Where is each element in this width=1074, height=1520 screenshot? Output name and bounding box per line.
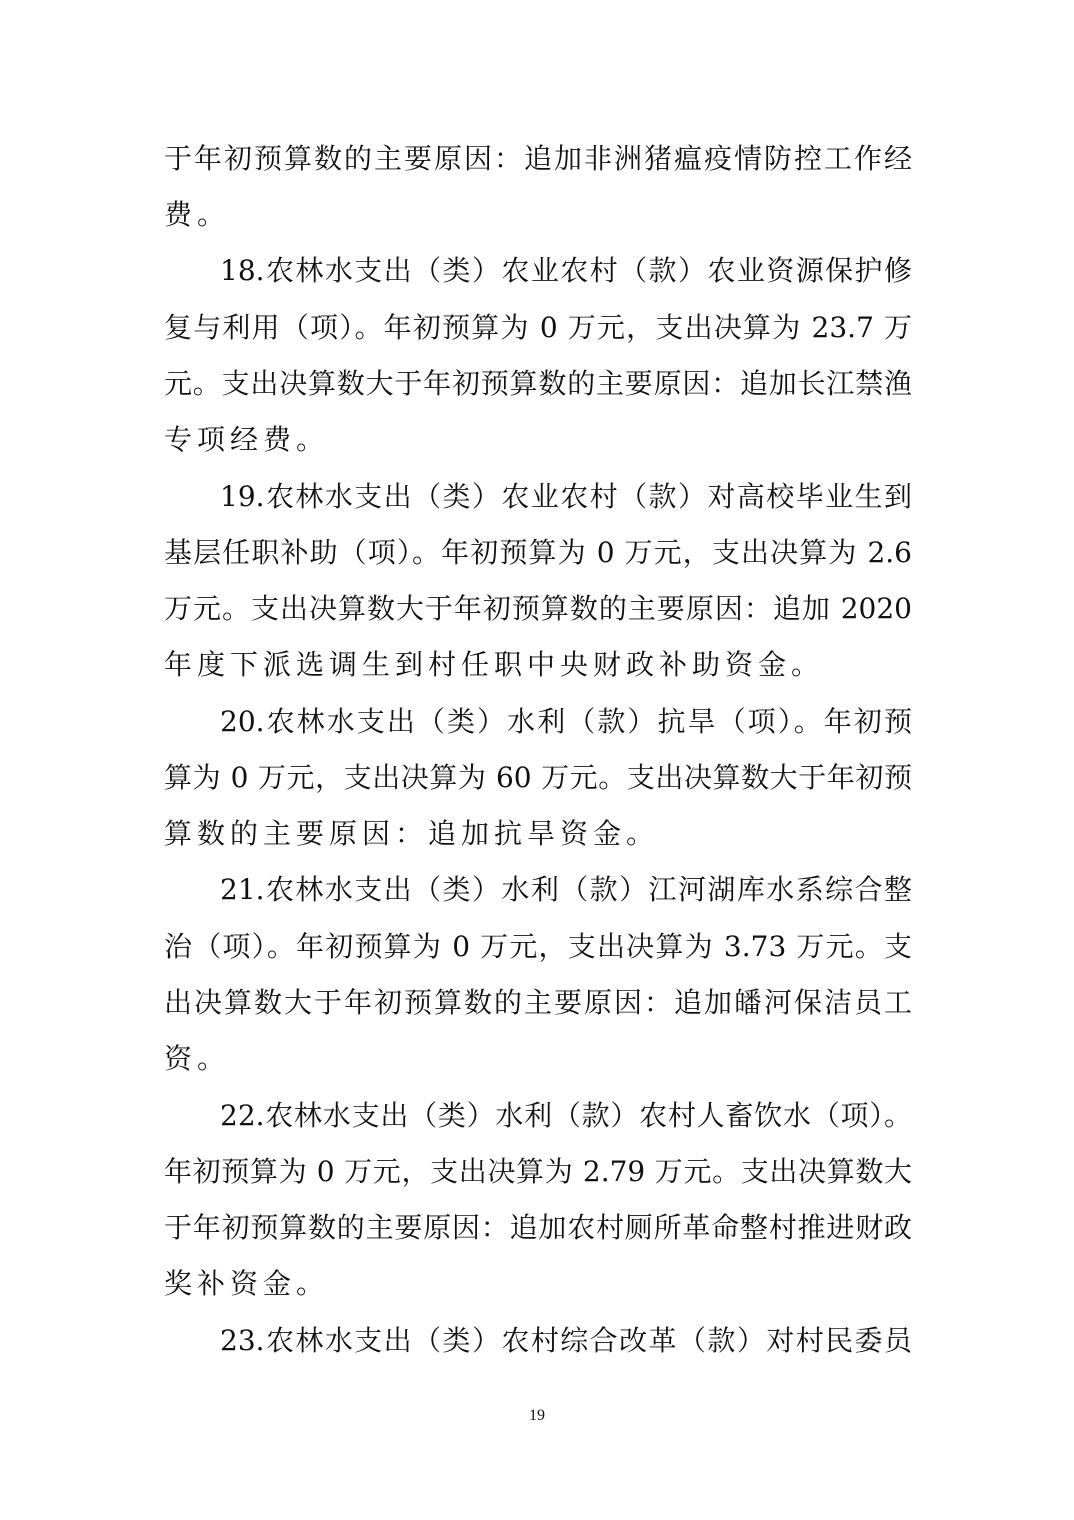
body-text-line: 治（项）。年初预算为 0 万元，支出决算为 3.73 万元。支: [164, 930, 912, 963]
body-text-line: 23.农林水支出（类）农村综合改革（款）对村民委员: [220, 1324, 912, 1357]
body-text-line: 出决算数大于年初预算数的主要原因：追加皤河保洁员工: [164, 986, 912, 1019]
body-text-line: 算数的主要原因：追加抗旱资金。: [164, 817, 660, 850]
body-text-line: 基层任职补助（项）。年初预算为 0 万元，支出决算为 2.6: [164, 536, 912, 569]
body-text-line: 20.农林水支出（类）水利（款）抗旱（项）。年初预: [220, 705, 912, 738]
body-text-line: 21.农林水支出（类）水利（款）江河湖库水系综合整: [220, 873, 912, 906]
body-text-line: 费。: [164, 198, 231, 231]
body-text-line: 奖补资金。: [164, 1267, 330, 1300]
body-text-line: 于年初预算数的主要原因：追加农村厕所革命整村推进财政: [164, 1211, 912, 1244]
body-text-line: 18.农林水支出（类）农业农村（款）农业资源保护修: [220, 254, 912, 287]
page-number: 19: [529, 1407, 545, 1424]
body-text-line: 元。支出决算数大于年初预算数的主要原因：追加长江禁渔: [164, 367, 912, 400]
body-text-line: 年初预算为 0 万元，支出决算为 2.79 万元。支出决算数大: [164, 1155, 912, 1188]
body-text-line: 资。: [164, 1042, 231, 1075]
body-text-line: 于年初预算数的主要原因：追加非洲猪瘟疫情防控工作经: [164, 142, 912, 175]
body-text-line: 专项经费。: [164, 423, 330, 456]
body-text-line: 复与利用（项）。年初预算为 0 万元，支出决算为 23.7 万: [164, 311, 912, 344]
body-text-line: 万元。支出决算数大于年初预算数的主要原因：追加 2020: [164, 592, 912, 625]
body-text-line: 算为 0 万元，支出决算为 60 万元。支出决算数大于年初预: [164, 761, 912, 794]
body-text-line: 22.农林水支出（类）水利（款）农村人畜饮水（项）。: [220, 1099, 912, 1132]
body-text-line: 19.农林水支出（类）农业农村（款）对高校毕业生到: [220, 480, 912, 513]
body-text-line: 年度下派选调生到村任职中央财政补助资金。: [164, 648, 825, 681]
